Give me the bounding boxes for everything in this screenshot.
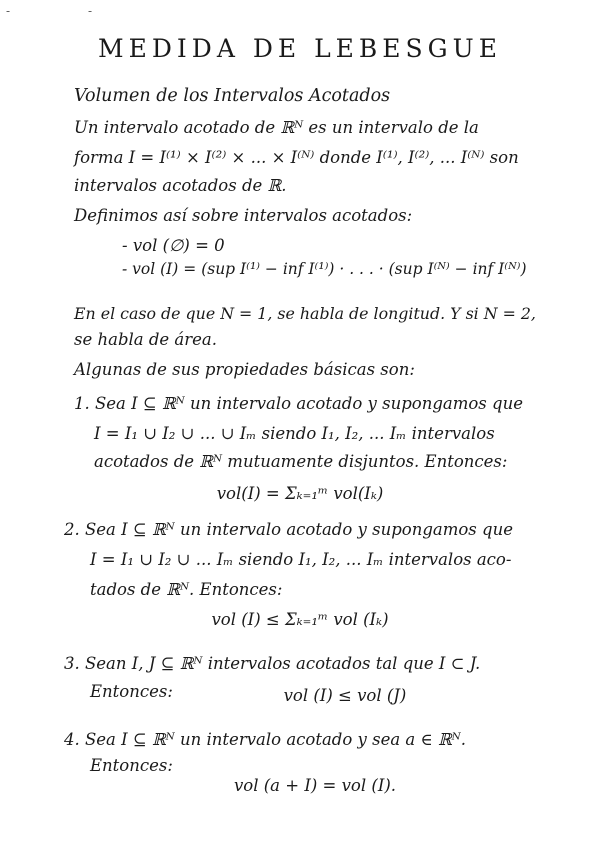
intro-line-1: Un intervalo acotado de ℝᴺ es un intervalo de la <box>74 118 479 137</box>
property-1-line-2: I = I₁ ∪ I₂ ∪ ... ∪ Iₘ siendo I₁, I₂, ... Iₘ intervalos <box>94 424 495 443</box>
property-1-line-1: 1. Sea I ⊆ ℝᴺ un intervalo acotado y supongamos que <box>74 394 523 413</box>
property-2-line-3: tados de ℝᴺ. Entonces: <box>90 580 283 599</box>
corner-mark-left: - <box>6 4 11 18</box>
property-1-line-3: acotados de ℝᴺ mutuamente disjuntos. Entonces: <box>94 452 508 471</box>
property-4-line-1: 4. Sea I ⊆ ℝᴺ un intervalo acotado y sea a ∈ ℝᴺ. <box>64 730 467 749</box>
property-4-formula: vol (a + I) = vol (I). <box>233 776 397 795</box>
page-title: MEDIDA DE LEBESGUE <box>98 34 502 63</box>
intro-line-2: forma I = I⁽¹⁾ × I⁽²⁾ × ... × I⁽ᴺ⁾ donde I⁽¹⁾, I⁽²⁾, ... I⁽ᴺ⁾ son <box>74 148 519 167</box>
property-3-line-2: Entonces: <box>90 682 173 701</box>
property-3-formula: vol (I) ≤ vol (J) <box>283 686 407 705</box>
definition-heading: Definimos así sobre intervalos acotados: <box>74 206 413 225</box>
property-2-formula: vol (I) ≤ Σₖ₌₁ᵐ vol (Iₖ) <box>211 610 389 629</box>
property-2-line-2: I = I₁ ∪ I₂ ∪ ... Iₘ siendo I₁, I₂, ... Iₘ intervalos aco- <box>90 550 512 569</box>
corner-mark-right: - <box>88 4 93 18</box>
property-1-formula: vol(I) = Σₖ₌₁ᵐ vol(Iₖ) <box>216 484 384 503</box>
properties-heading: Algunas de sus propiedades básicas son: <box>74 360 415 379</box>
definition-item-empty: - vol (∅) = 0 <box>122 236 225 255</box>
case-line-2: se habla de área. <box>74 330 218 349</box>
property-2-line-1: 2. Sea I ⊆ ℝᴺ un intervalo acotado y supongamos que <box>64 520 513 539</box>
intro-line-3: intervalos acotados de ℝ. <box>74 176 287 195</box>
section-heading: Volumen de los Intervalos Acotados <box>74 86 391 106</box>
definition-item-volume: - vol (I) = (sup I⁽¹⁾ − inf I⁽¹⁾) · . . . · (sup I⁽ᴺ⁾ − inf I⁽ᴺ⁾) <box>122 260 527 278</box>
property-4-line-2: Entonces: <box>90 756 173 775</box>
property-3-line-1: 3. Sean I, J ⊆ ℝᴺ intervalos acotados tal que I ⊂ J. <box>64 654 481 673</box>
case-line-1: En el caso de que N = 1, se habla de longitud. Y si N = 2, <box>74 304 536 323</box>
